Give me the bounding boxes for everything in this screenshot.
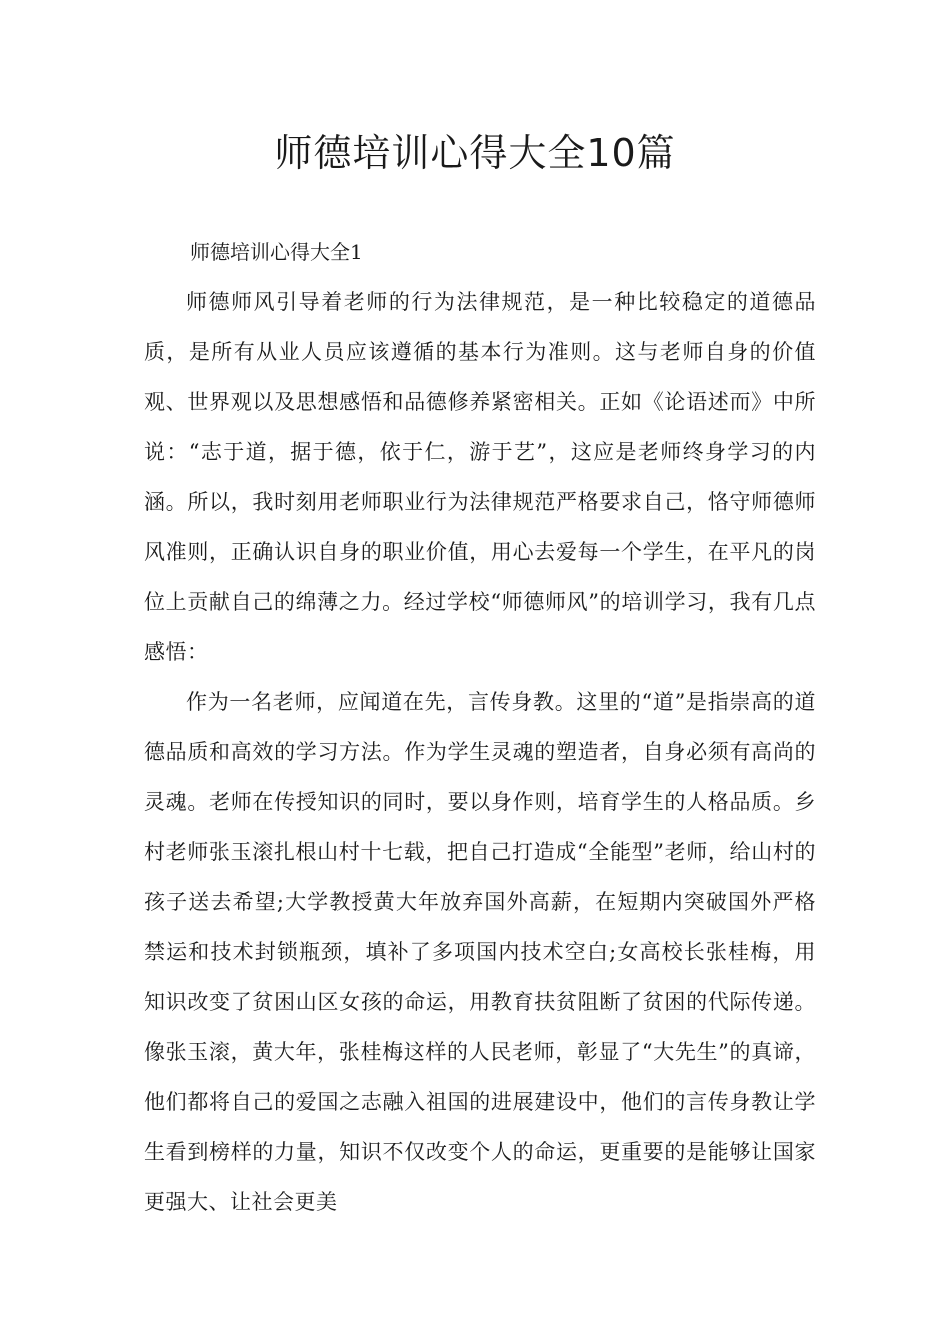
document-body bbox=[144, 277, 816, 1227]
paragraph-2: 作为一名老师，应闻道在先，言传身教。这里的“道”是指崇高的道德品质和高效的学习方法。作为学生灵魂的塑造者，自身必须有高尚的灵魂。老师在传授知识的同时，要以身作则，培育学生的人格品质。乡村老师张玉滚扎根山村十七载，把自己打造成“全能型”老师，给山村的孩子送去希望;大学教授黄大年放弃国外高薪，在短期内突破国外严格禁运和技术封锁瓶颈，填补了多项国内技术空白;女高校长张桂梅，用知识改变了贫困山区女孩的命运，用教育扶贫阻断了贫困的代际传递。像张玉滚，黄大年，张桂梅这样的人民老师，彰显了“大先生”的真谛，他们都将自己的爱国之志融入祖国的进展建设中，他们的言传身教让学生看到榜样的力量，知识不仅改变个人的命运，更重要的是能够让国家更强大、让社会更美 bbox=[144, 690, 816, 1214]
section-heading: 师德培训心得大全1 bbox=[190, 240, 363, 264]
paragraph-1: 师德师风引导着老师的行为法律规范，是一种比较稳定的道德品质，是所有从业人员应该遵循的基本行为准则。这与老师自身的价值观、世界观以及思想感悟和品德修养紧密相关。正如《论语述而》中所说：“志于道，据于德，依于仁，游于艺”，这应是老师终身学习的内涵。所以，我时刻用老师职业行为法律规范严格要求自己，恪守师德师风准则，正确认识自身的职业价值，用心去爱每一个学生，在平凡的岗位上贡献自己的绵薄之力。经过学校“师德师风”的培训学习，我有几点感悟： bbox=[144, 290, 816, 664]
document-title: 师德培训心得大全10篇 bbox=[274, 131, 676, 175]
